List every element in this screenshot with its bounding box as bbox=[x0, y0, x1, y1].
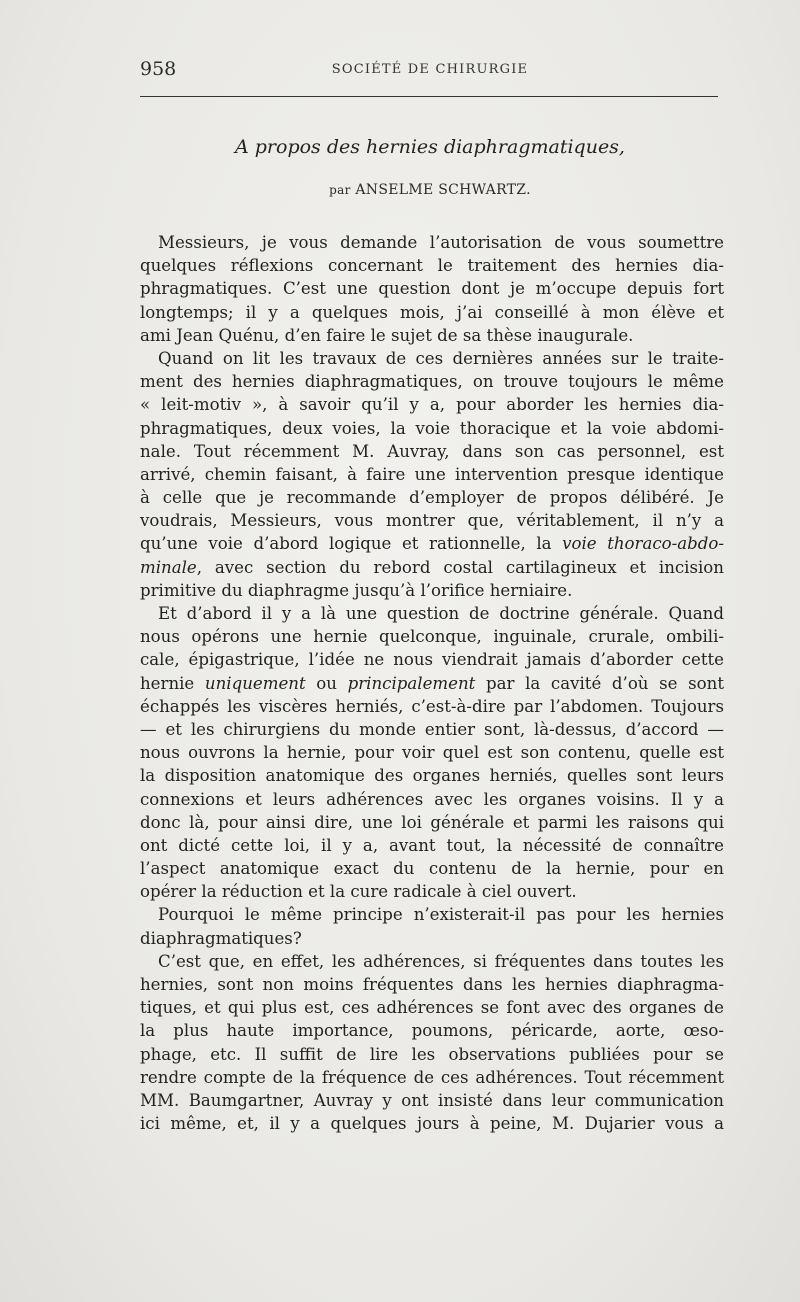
text-line: opérer la réduction et la cure radicale à ciel ouvert. bbox=[140, 882, 577, 902]
byline-prefix: par bbox=[329, 183, 351, 197]
text-line bbox=[140, 672, 724, 695]
text-line: à celle que je recommande d’employer de propos délibéré. Je bbox=[140, 488, 724, 508]
text-line: échappés les viscères herniés, c’est-à-dire par l’abdomen. Toujours bbox=[140, 696, 724, 716]
text-line: arrivé, chemin faisant, à faire une intervention presque identique bbox=[140, 464, 724, 484]
text-line: nale. Tout récemment M. Auvray, dans son cas personnel, est bbox=[140, 441, 724, 461]
text-line: voudrais, Messieurs, vous montrer que, véritablement, il n’y a bbox=[140, 511, 724, 531]
text-fragment: qu’une voie d’abord logique et rationnelle, la bbox=[140, 534, 563, 554]
text-line: ici même, et, il y a quelques jours à peine, M. Dujarier vous a bbox=[140, 1114, 724, 1134]
text-line: primitive du diaphragme jusqu’à l’orifice herniaire. bbox=[140, 580, 573, 600]
text-line: nous opérons une hernie quelconque, inguinale, crurale, ombili- bbox=[140, 627, 724, 647]
author-name: ANSELME SCHWARTZ. bbox=[355, 182, 531, 198]
text-line: la plus haute importance, poumons, péricarde, aorte, œso- bbox=[140, 1021, 724, 1041]
italic-phrase: minale bbox=[140, 557, 197, 577]
text-fragment: par la cavité d’où se sont bbox=[475, 673, 724, 693]
header-rule bbox=[140, 96, 718, 97]
text-fragment: , avec section du rebord costal cartilagineux et incision bbox=[196, 557, 724, 577]
text-line: diaphragmatiques? bbox=[140, 928, 302, 948]
text-line: ment des hernies diaphragmatiques, on trouve toujours le même bbox=[140, 372, 724, 392]
text-line: nous ouvrons la hernie, pour voir quel est son contenu, quelle est bbox=[140, 743, 724, 763]
text-line: la disposition anatomique des organes herniés, quelles sont leurs bbox=[140, 766, 724, 786]
text-line: Pourquoi le même principe n’existerait-il pas pour les hernies bbox=[158, 905, 724, 925]
text-line: hernies, sont non moins fréquentes dans les hernies diaphragma- bbox=[140, 975, 724, 994]
text-line: connexions et leurs adhérences avec les organes voisins. Il y a bbox=[140, 789, 724, 809]
text-line: phage, etc. Il suffit de lire les observations publiées pour se bbox=[140, 1044, 724, 1064]
text-line: Quand on lit les travaux de ces dernières années sur le traite- bbox=[158, 348, 724, 368]
text-line: phragmatiques. C’est une question dont je m’occupe depuis fort bbox=[140, 279, 724, 299]
text-fragment: hernie bbox=[140, 673, 205, 693]
page-header bbox=[140, 58, 720, 84]
text-line: Et d’abord il y a là une question de doctrine générale. Quand bbox=[158, 604, 724, 623]
italic-phrase: uniquement bbox=[204, 673, 306, 693]
text-line: donc là, pour ainsi dire, une loi générale et parmi les raisons qui bbox=[140, 812, 724, 832]
text-line: tiques, et qui plus est, ces adhérences se font avec des organes de bbox=[140, 998, 724, 1018]
text-line: quelques réflexions concernant le traitement des hernies dia- bbox=[140, 256, 724, 276]
text-line: longtemps; il y a quelques mois, j’ai conseillé à mon élève et bbox=[140, 302, 724, 322]
text-line bbox=[140, 556, 724, 579]
article-title: A propos des hernies diaphragmatiques, bbox=[235, 136, 625, 158]
text-line: — et les chirurgiens du monde entier sont, là-dessus, d’accord — bbox=[140, 719, 724, 739]
italic-phrase: voie thoraco-abdo- bbox=[562, 534, 724, 554]
running-head: SOCIÉTÉ DE CHIRURGIE bbox=[331, 62, 529, 77]
page-number: 958 bbox=[140, 58, 177, 80]
italic-phrase: principalement bbox=[347, 673, 476, 693]
article-body bbox=[140, 231, 724, 1135]
text-fragment: ou bbox=[305, 673, 348, 693]
text-line bbox=[140, 532, 724, 555]
text-line: rendre compte de la fréquence de ces adhérences. Tout récemment bbox=[140, 1067, 724, 1087]
text-line: ont dicté cette loi, il y a, avant tout, la nécessité de connaître bbox=[140, 835, 724, 855]
article-byline bbox=[140, 182, 720, 198]
text-line: MM. Baumgartner, Auvray y ont insisté dans leur communication bbox=[140, 1090, 724, 1110]
text-line: ami Jean Quénu, d’en faire le sujet de sa thèse inaugurale. bbox=[140, 325, 634, 345]
text-line: C’est que, en effet, les adhérences, si fréquentes dans toutes les bbox=[158, 951, 724, 971]
text-line: « leit-motiv », à savoir qu’il y a, pour aborder les hernies dia- bbox=[140, 395, 724, 415]
text-line: l’aspect anatomique exact du contenu de la hernie, pour en bbox=[140, 859, 724, 879]
text-line: cale, épigastrique, l’idée ne nous viendrait jamais d’aborder cette bbox=[140, 650, 724, 670]
text-line: Messieurs, je vous demande l’autorisation de vous soumettre bbox=[158, 233, 724, 252]
text-line: phragmatiques, deux voies, la voie thoracique et la voie abdomi- bbox=[140, 418, 724, 438]
